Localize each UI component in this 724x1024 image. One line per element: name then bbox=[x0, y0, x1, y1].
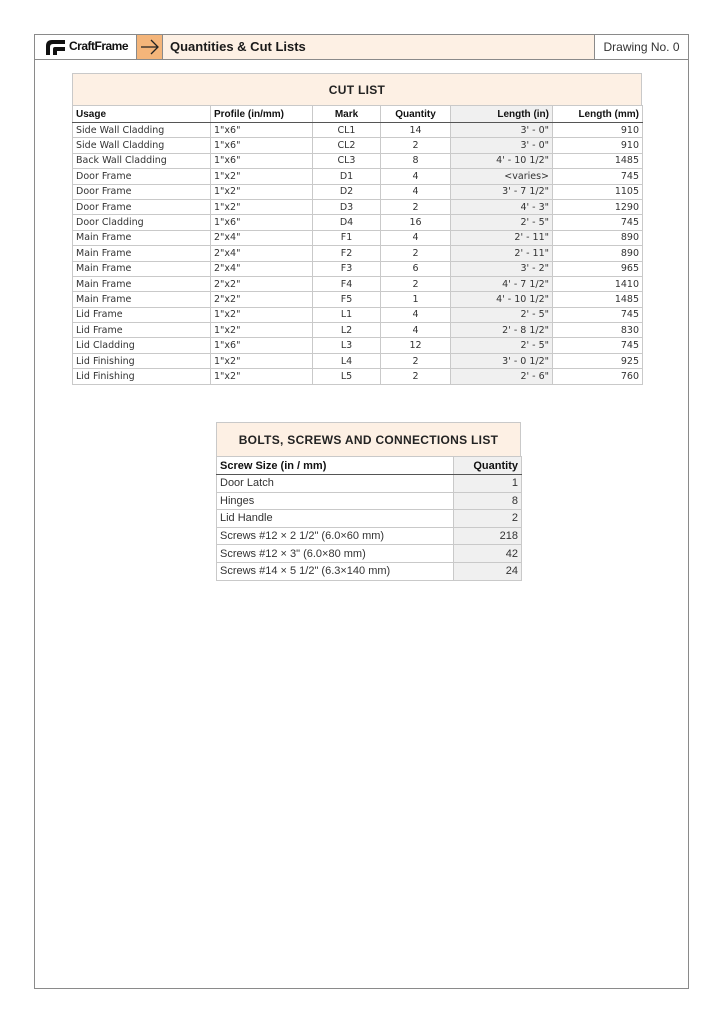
cell-length-mm: 745 bbox=[553, 307, 643, 322]
cell-length-mm: 745 bbox=[553, 169, 643, 184]
table-row bbox=[217, 475, 522, 493]
cell-length-mm: 910 bbox=[553, 123, 643, 138]
table-row bbox=[217, 527, 522, 545]
cell-length-in: 2' - 8 1/2" bbox=[451, 323, 553, 338]
cell-usage: Lid Cladding bbox=[73, 338, 211, 353]
cell-profile: 1"x2" bbox=[211, 169, 313, 184]
column-header: Quantity bbox=[454, 457, 522, 475]
cell-quantity: 1 bbox=[454, 475, 522, 493]
cell-quantity: 4 bbox=[381, 230, 451, 245]
bolts-list-grid bbox=[216, 456, 522, 581]
cell-quantity: 14 bbox=[381, 123, 451, 138]
column-header: Length (in) bbox=[451, 106, 553, 123]
cell-mark: L3 bbox=[313, 338, 381, 353]
cell-length-mm: 890 bbox=[553, 246, 643, 261]
cell-profile: 1"x6" bbox=[211, 338, 313, 353]
cell-profile: 2"x4" bbox=[211, 230, 313, 245]
cell-length-in: 2' - 5" bbox=[451, 338, 553, 353]
table-row bbox=[73, 292, 643, 307]
cell-mark: L1 bbox=[313, 307, 381, 322]
arrow-right-icon bbox=[140, 38, 160, 56]
cell-quantity: 8 bbox=[454, 492, 522, 510]
cell-usage: Door Frame bbox=[73, 169, 211, 184]
drawing-number: Drawing No. 0 bbox=[594, 35, 688, 59]
cell-usage: Main Frame bbox=[73, 276, 211, 291]
cell-length-in: 3' - 7 1/2" bbox=[451, 184, 553, 199]
cell-profile: 1"x6" bbox=[211, 215, 313, 230]
table-row bbox=[217, 562, 522, 580]
cell-usage: Side Wall Cladding bbox=[73, 138, 211, 153]
cell-item: Lid Handle bbox=[217, 510, 454, 528]
cell-quantity: 2 bbox=[381, 246, 451, 261]
cell-length-mm: 910 bbox=[553, 138, 643, 153]
drawing-sheet bbox=[34, 34, 689, 989]
cell-length-in: 4' - 3" bbox=[451, 199, 553, 214]
cell-length-mm: 1290 bbox=[553, 199, 643, 214]
cell-quantity: 16 bbox=[381, 215, 451, 230]
table-row bbox=[73, 246, 643, 261]
cut-list-grid bbox=[72, 105, 643, 385]
cell-quantity: 42 bbox=[454, 545, 522, 563]
cell-length-mm: 760 bbox=[553, 369, 643, 384]
cell-mark: F4 bbox=[313, 276, 381, 291]
table-row bbox=[73, 138, 643, 153]
table-row bbox=[73, 215, 643, 230]
cell-length-in: 2' - 5" bbox=[451, 215, 553, 230]
cell-length-in: <varies> bbox=[451, 169, 553, 184]
cut-list-title: CUT LIST bbox=[72, 73, 642, 105]
cell-usage: Door Frame bbox=[73, 184, 211, 199]
cell-quantity: 2 bbox=[454, 510, 522, 528]
cell-length-in: 2' - 5" bbox=[451, 307, 553, 322]
bolts-list-title: BOLTS, SCREWS AND CONNECTIONS LIST bbox=[216, 422, 521, 456]
column-header: Profile (in/mm) bbox=[211, 106, 313, 123]
cell-usage: Main Frame bbox=[73, 261, 211, 276]
cell-quantity: 4 bbox=[381, 169, 451, 184]
bolts-list-table bbox=[216, 422, 521, 581]
cut-list-table bbox=[72, 73, 642, 385]
table-row bbox=[73, 199, 643, 214]
column-header: Quantity bbox=[381, 106, 451, 123]
cell-profile: 2"x4" bbox=[211, 261, 313, 276]
table-row bbox=[217, 510, 522, 528]
cell-profile: 1"x6" bbox=[211, 123, 313, 138]
table-row bbox=[73, 123, 643, 138]
cell-length-in: 3' - 2" bbox=[451, 261, 553, 276]
cell-usage: Lid Frame bbox=[73, 323, 211, 338]
table-row bbox=[73, 261, 643, 276]
cell-profile: 1"x2" bbox=[211, 323, 313, 338]
table-row bbox=[217, 492, 522, 510]
page-title: Quantities & Cut Lists bbox=[170, 39, 306, 54]
cell-mark: D3 bbox=[313, 199, 381, 214]
brand-name: CraftFrame bbox=[69, 39, 129, 53]
cell-quantity: 4 bbox=[381, 184, 451, 199]
cell-profile: 2"x4" bbox=[211, 246, 313, 261]
cell-profile: 2"x2" bbox=[211, 276, 313, 291]
cell-profile: 1"x2" bbox=[211, 369, 313, 384]
cell-length-mm: 925 bbox=[553, 353, 643, 368]
cell-usage: Back Wall Cladding bbox=[73, 153, 211, 168]
cell-length-in: 3' - 0" bbox=[451, 138, 553, 153]
table-row bbox=[73, 184, 643, 199]
cell-usage: Lid Finishing bbox=[73, 369, 211, 384]
cell-mark: D2 bbox=[313, 184, 381, 199]
cell-mark: D4 bbox=[313, 215, 381, 230]
cell-length-in: 3' - 0 1/2" bbox=[451, 353, 553, 368]
cell-quantity: 8 bbox=[381, 153, 451, 168]
cell-quantity: 2 bbox=[381, 199, 451, 214]
cell-quantity: 218 bbox=[454, 527, 522, 545]
cell-item: Screws #14 × 5 1/2" (6.3×140 mm) bbox=[217, 562, 454, 580]
column-header: Screw Size (in / mm) bbox=[217, 457, 454, 475]
cell-length-mm: 1485 bbox=[553, 153, 643, 168]
table-row bbox=[73, 230, 643, 245]
cell-mark: CL2 bbox=[313, 138, 381, 153]
logo bbox=[35, 35, 137, 59]
cell-length-in: 3' - 0" bbox=[451, 123, 553, 138]
cell-length-in: 2' - 11" bbox=[451, 246, 553, 261]
table-row bbox=[73, 153, 643, 168]
table-row bbox=[73, 276, 643, 291]
cell-length-mm: 965 bbox=[553, 261, 643, 276]
cell-usage: Main Frame bbox=[73, 292, 211, 307]
cell-mark: F2 bbox=[313, 246, 381, 261]
cell-mark: F1 bbox=[313, 230, 381, 245]
cell-profile: 1"x2" bbox=[211, 307, 313, 322]
cell-mark: CL1 bbox=[313, 123, 381, 138]
cell-profile: 1"x2" bbox=[211, 184, 313, 199]
cell-mark: L5 bbox=[313, 369, 381, 384]
cell-usage: Main Frame bbox=[73, 246, 211, 261]
table-header-row bbox=[217, 457, 522, 475]
cell-length-mm: 1105 bbox=[553, 184, 643, 199]
table-row bbox=[73, 338, 643, 353]
table-row bbox=[73, 169, 643, 184]
arrow-badge bbox=[137, 35, 163, 59]
cell-mark: CL3 bbox=[313, 153, 381, 168]
table-row bbox=[73, 307, 643, 322]
cell-item: Hinges bbox=[217, 492, 454, 510]
table-row bbox=[73, 323, 643, 338]
cell-quantity: 4 bbox=[381, 323, 451, 338]
cell-length-in: 2' - 11" bbox=[451, 230, 553, 245]
cell-mark: D1 bbox=[313, 169, 381, 184]
cell-length-mm: 830 bbox=[553, 323, 643, 338]
cell-usage: Lid Frame bbox=[73, 307, 211, 322]
cell-length-in: 4' - 10 1/2" bbox=[451, 292, 553, 307]
cell-quantity: 2 bbox=[381, 138, 451, 153]
cell-quantity: 24 bbox=[454, 562, 522, 580]
cell-profile: 2"x2" bbox=[211, 292, 313, 307]
cell-length-mm: 1485 bbox=[553, 292, 643, 307]
cell-quantity: 2 bbox=[381, 276, 451, 291]
cell-usage: Side Wall Cladding bbox=[73, 123, 211, 138]
column-header: Usage bbox=[73, 106, 211, 123]
cell-mark: L4 bbox=[313, 353, 381, 368]
cell-item: Screws #12 × 3" (6.0×80 mm) bbox=[217, 545, 454, 563]
cell-length-mm: 1410 bbox=[553, 276, 643, 291]
cell-quantity: 4 bbox=[381, 307, 451, 322]
cell-length-in: 2' - 6" bbox=[451, 369, 553, 384]
craftframe-logo-icon bbox=[44, 38, 66, 56]
cell-profile: 1"x6" bbox=[211, 138, 313, 153]
table-row bbox=[73, 369, 643, 384]
table-row bbox=[73, 353, 643, 368]
cell-length-mm: 745 bbox=[553, 215, 643, 230]
cell-profile: 1"x6" bbox=[211, 153, 313, 168]
cell-mark: F3 bbox=[313, 261, 381, 276]
cell-usage: Main Frame bbox=[73, 230, 211, 245]
cell-usage: Door Cladding bbox=[73, 215, 211, 230]
cell-usage: Lid Finishing bbox=[73, 353, 211, 368]
cell-mark: F5 bbox=[313, 292, 381, 307]
cell-quantity: 1 bbox=[381, 292, 451, 307]
cell-item: Screws #12 × 2 1/2" (6.0×60 mm) bbox=[217, 527, 454, 545]
cell-usage: Door Frame bbox=[73, 199, 211, 214]
table-row bbox=[217, 545, 522, 563]
cell-length-in: 4' - 10 1/2" bbox=[451, 153, 553, 168]
cell-mark: L2 bbox=[313, 323, 381, 338]
cell-quantity: 6 bbox=[381, 261, 451, 276]
cell-length-mm: 890 bbox=[553, 230, 643, 245]
cell-quantity: 2 bbox=[381, 369, 451, 384]
column-header: Mark bbox=[313, 106, 381, 123]
cell-length-mm: 745 bbox=[553, 338, 643, 353]
title-block bbox=[35, 35, 688, 60]
cell-length-in: 4' - 7 1/2" bbox=[451, 276, 553, 291]
table-header-row bbox=[73, 106, 643, 123]
cell-item: Door Latch bbox=[217, 475, 454, 493]
cell-profile: 1"x2" bbox=[211, 353, 313, 368]
cell-quantity: 2 bbox=[381, 353, 451, 368]
cell-profile: 1"x2" bbox=[211, 199, 313, 214]
column-header: Length (mm) bbox=[553, 106, 643, 123]
cell-quantity: 12 bbox=[381, 338, 451, 353]
